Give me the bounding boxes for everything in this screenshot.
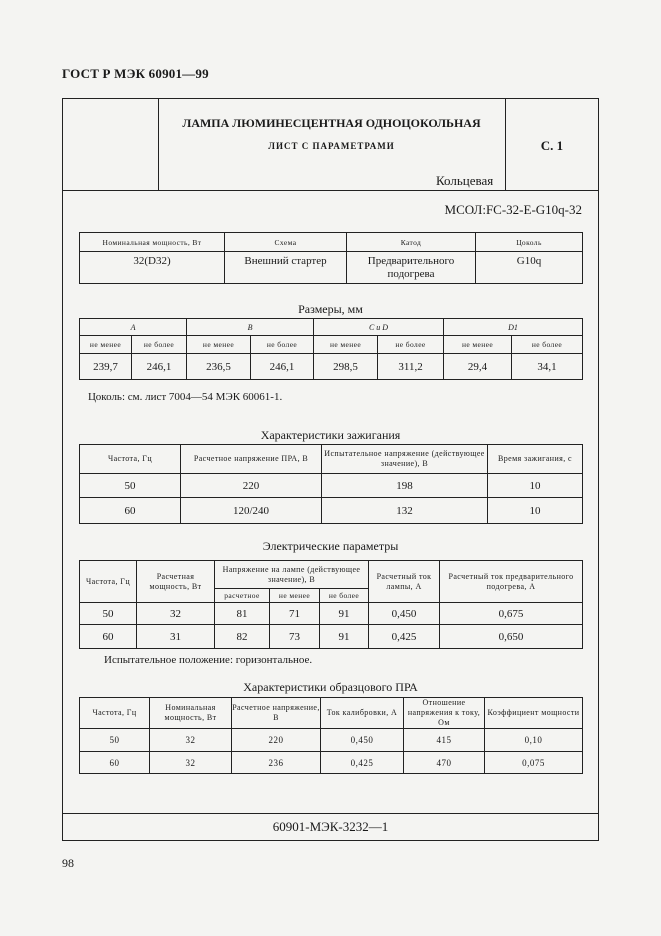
el-sub-max: не более: [320, 589, 369, 603]
dim-sub-min: не менее: [444, 336, 512, 354]
ign-r2-time: 10: [488, 498, 583, 524]
dim-d1-max: 34,1: [512, 354, 583, 380]
dim-sub-max: не более: [512, 336, 583, 354]
el-r1-power: 32: [137, 603, 215, 625]
el-header-frequency: Частота, Гц: [80, 561, 137, 603]
dim-sub-min: не менее: [187, 336, 251, 354]
header-scheme: Схема: [225, 233, 347, 252]
electrical-caption: Электрические параметры: [262, 539, 399, 553]
el-r2-preheat-current: 0,650: [440, 625, 583, 649]
dim-a-min: 239,7: [80, 354, 132, 380]
el-r2-voltage-max: 91: [320, 625, 369, 649]
dim-sub-min: не менее: [80, 336, 132, 354]
bal-r2-frequency: 60: [80, 752, 150, 774]
el-sub-rated: расчетное: [215, 589, 270, 603]
ignition-table: [79, 444, 583, 524]
dim-a-max: 246,1: [132, 354, 187, 380]
sheet-code: 60901-МЭК-3232—1: [272, 819, 389, 834]
el-r1-frequency: 50: [80, 603, 137, 625]
header-power: Номинальная мощность, Вт: [80, 233, 225, 252]
dim-d1-min: 29,4: [444, 354, 512, 380]
el-r1-voltage-max: 91: [320, 603, 369, 625]
el-header-lamp-current: Расчетный ток лампы, А: [369, 561, 440, 603]
bal-r2-power-factor: 0,075: [485, 752, 583, 774]
ign-header-frequency: Частота, Гц: [80, 445, 181, 474]
dim-sub-max: не более: [132, 336, 187, 354]
bal-r1-power-factor: 0,10: [485, 729, 583, 752]
ballast-table: [79, 697, 583, 774]
title-block-bottom-line: [62, 190, 599, 191]
ign-header-time: Время зажигания, с: [488, 445, 583, 474]
ign-r2-voltage: 120/240: [181, 498, 322, 524]
header-base: Цоколь: [476, 233, 583, 252]
bal-r2-calibration-current: 0,425: [321, 752, 404, 774]
bal-r2-voltage: 236: [232, 752, 321, 774]
ign-r2-frequency: 60: [80, 498, 181, 524]
dim-sub-min: не менее: [314, 336, 378, 354]
bal-header-power: Номинальная мощность, Вт: [150, 698, 232, 729]
standard-title: ГОСТ Р МЭК 60901—99: [62, 66, 209, 81]
dim-group-c-d: C и D: [314, 319, 444, 336]
bal-r2-ratio: 470: [404, 752, 485, 774]
dimensions-caption: Размеры, мм: [298, 302, 363, 316]
value-power: 32(D32): [80, 252, 225, 284]
lamp-designation: МСОЛ:FC-32-E-G10q-32: [444, 202, 582, 217]
dim-group-a: A: [80, 319, 187, 336]
dim-group-b: B: [187, 319, 314, 336]
dim-cd-min: 298,5: [314, 354, 378, 380]
page-number: 98: [62, 856, 74, 870]
header-cathode: Катод: [347, 233, 476, 252]
ign-r1-time: 10: [488, 474, 583, 498]
el-r2-power: 31: [137, 625, 215, 649]
ign-r1-frequency: 50: [80, 474, 181, 498]
bal-r1-power: 32: [150, 729, 232, 752]
bal-r1-voltage: 220: [232, 729, 321, 752]
footer-line: [62, 813, 599, 814]
el-header-lamp-voltage: Напряжение на лампе (действующее значение), В: [215, 561, 369, 589]
dim-sub-max: не более: [378, 336, 444, 354]
el-header-power: Расчетная мощность, Вт: [137, 561, 215, 603]
dim-b-min: 236,5: [187, 354, 251, 380]
test-position-note: Испытательное положение: горизонтальное.: [104, 654, 313, 666]
lamp-variant: Кольцевая: [436, 173, 494, 188]
el-r2-voltage-rated: 82: [215, 625, 270, 649]
el-r1-voltage-min: 71: [270, 603, 320, 625]
el-r2-frequency: 60: [80, 625, 137, 649]
bal-r1-calibration-current: 0,450: [321, 729, 404, 752]
ign-header-ballast-voltage: Расчетное напряжение ПРА, В: [181, 445, 322, 474]
ignition-caption: Характеристики зажигания: [260, 428, 401, 442]
ballast-caption: Характеристики образцового ПРА: [243, 680, 418, 694]
bal-r1-frequency: 50: [80, 729, 150, 752]
electrical-table: [79, 560, 583, 649]
el-sub-min: не менее: [270, 589, 320, 603]
base-note: Цоколь: см. лист 7004—54 МЭК 60061-1.: [88, 391, 283, 403]
dim-cd-max: 311,2: [378, 354, 444, 380]
dim-b-max: 246,1: [251, 354, 314, 380]
bal-header-frequency: Частота, Гц: [80, 698, 150, 729]
ign-r2-test-voltage: 132: [322, 498, 488, 524]
el-r1-voltage-rated: 81: [215, 603, 270, 625]
value-base: G10q: [476, 252, 583, 284]
ign-r1-voltage: 220: [181, 474, 322, 498]
dimensions-table: [79, 318, 583, 380]
el-r1-lamp-current: 0,450: [369, 603, 440, 625]
ign-r1-test-voltage: 198: [322, 474, 488, 498]
el-r1-preheat-current: 0,675: [440, 603, 583, 625]
bal-header-voltage: Расчетное напряжение, В: [232, 698, 321, 729]
bal-r1-ratio: 415: [404, 729, 485, 752]
document-subtitle: ЛИСТ С ПАРАМЕТРАМИ: [268, 141, 395, 151]
dim-sub-max: не более: [251, 336, 314, 354]
value-scheme: Внешний стартер: [225, 252, 347, 284]
bal-header-calibration-current: Ток калибровки, А: [321, 698, 404, 729]
document-title: ЛАМПА ЛЮМИНЕСЦЕНТНАЯ ОДНОЦОКОЛЬНАЯ: [182, 116, 481, 130]
dim-group-d1: D1: [444, 319, 583, 336]
value-cathode: Предварительного подогрева: [347, 252, 476, 284]
bal-header-ratio: Отношение напряжения к току, Ом: [404, 698, 485, 729]
el-r2-voltage-min: 73: [270, 625, 320, 649]
bal-r2-power: 32: [150, 752, 232, 774]
ign-header-test-voltage: Испытательное напряжение (действующее значение), В: [322, 445, 488, 474]
bal-header-power-factor: Коэффициент мощности: [485, 698, 583, 729]
el-r2-lamp-current: 0,425: [369, 625, 440, 649]
el-header-preheat-current: Расчетный ток предварительного подогрева, А: [440, 561, 583, 603]
sheet-number: С. 1: [540, 138, 564, 153]
main-params-table: [79, 232, 583, 284]
